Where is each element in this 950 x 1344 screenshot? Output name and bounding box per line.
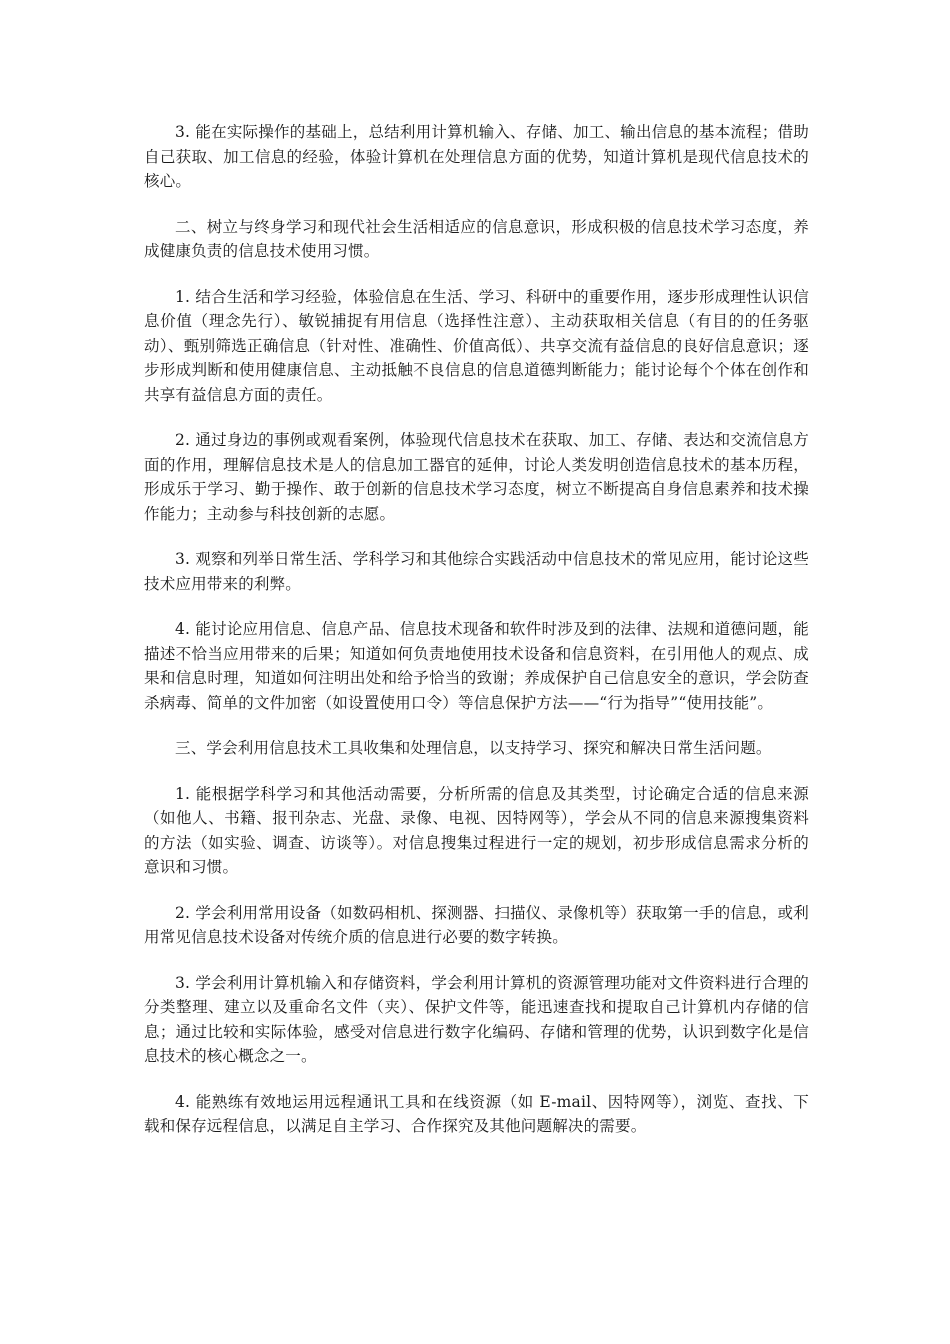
paragraph-item-3-workflow: 3. 能在实际操作的基础上，总结利用计算机输入、存储、加工、输出信息的基本流程；借助自己获取、加工信息的经验，体验计算机在处理信息方面的优势，知道计算机是现代信息技术的核心。: [144, 123, 809, 190]
document-body: [144, 120, 809, 1160]
paragraph-item-2-cases: 2. 通过身边的事例或观看案例，体验现代信息技术在获取、加工、存储、表达和交流信息方面的作用，理解信息技术是人的信息加工器官的延伸，讨论人类发明创造信息技术的基本历程，形成乐于学习、勤于操作、敢于创新的信息技术学习态度，树立不断提高自身信息素养和技术操作能力；主动参与科技创新的志愿。: [144, 431, 809, 523]
paragraph-item-3-storage: 3. 学会利用计算机输入和存储资料，学会利用计算机的资源管理功能对文件资料进行合理的分类整理、建立以及重命名文件（夹）、保护文件等，能迅速查找和提取自己计算机内存储的信息；通过比较和实际体验，感受对信息进行数字化编码、存储和管理的优势，认识到数字化是信息技术的核心概念之一。: [144, 973, 809, 1065]
paragraph-item-4-remote: 4. 能熟练有效地运用远程通讯工具和在线资源（如 E-mail、因特网等），浏览、查找、下载和保存远程信息，以满足自主学习、合作探究及其他问题解决的需要。: [144, 1092, 809, 1135]
paragraph-item-1-sources: 1. 能根据学科学习和其他活动需要，分析所需的信息及其类型，讨论确定合适的信息来源（如他人、书籍、报刊杂志、光盘、录像、电视、因特网等），学会从不同的信息来源搜集资料的方法（如实验、调查、访谈等）。对信息搜集过程进行一定的规划，初步形成信息需求分析的意识和习惯。: [144, 784, 809, 876]
paragraph-item-4-ethics: 4. 能讨论应用信息、信息产品、信息技术现备和软件时涉及到的法律、法规和道德问题，能描述不恰当应用带来的后果；知道如何负责地使用技术设备和信息资料，在引用他人的观点、成果和信息时理，知道如何注明出处和给予恰当的致谢；养成保护自己信息安全的意识，学会防查杀病毒、简单的文件加密（如设置使用口令）等信息保护方法——“行为指导”“使用技能”。: [144, 620, 809, 712]
paragraph-item-3-applications: 3. 观察和列举日常生活、学科学习和其他综合实践活动中信息技术的常见应用，能讨论这些技术应用带来的利弊。: [144, 550, 809, 593]
paragraph-item-1-life-experience: 1. 结合生活和学习经验，体验信息在生活、学习、科研中的重要作用，逐步形成理性认识信息价值（理念先行）、敏锐捕捉有用信息（选择性注意）、主动获取相关信息（有目的的任务驱动）、甄别筛选正确信息（针对性、准确性、价值高低）、共享交流有益信息的良好信息意识；逐步形成判断和使用健康信息、主动抵触不良信息的信息道德判断能力；能讨论每个个体在创作和共享有益信息方面的责任。: [144, 287, 809, 404]
section-heading-2-information-awareness: 二、树立与终身学习和现代社会生活相适应的信息意识，形成积极的信息技术学习态度，养成健康负责的信息技术使用习惯。: [144, 217, 809, 260]
paragraph-item-2-devices: 2. 学会利用常用设备（如数码相机、探测器、扫描仪、录像机等）获取第一手的信息，或利用常见信息技术设备对传统介质的信息进行必要的数字转换。: [144, 903, 809, 946]
section-heading-3-tools: 三、学会利用信息技术工具收集和处理信息，以支持学习、探究和解决日常生活问题。: [175, 739, 772, 757]
